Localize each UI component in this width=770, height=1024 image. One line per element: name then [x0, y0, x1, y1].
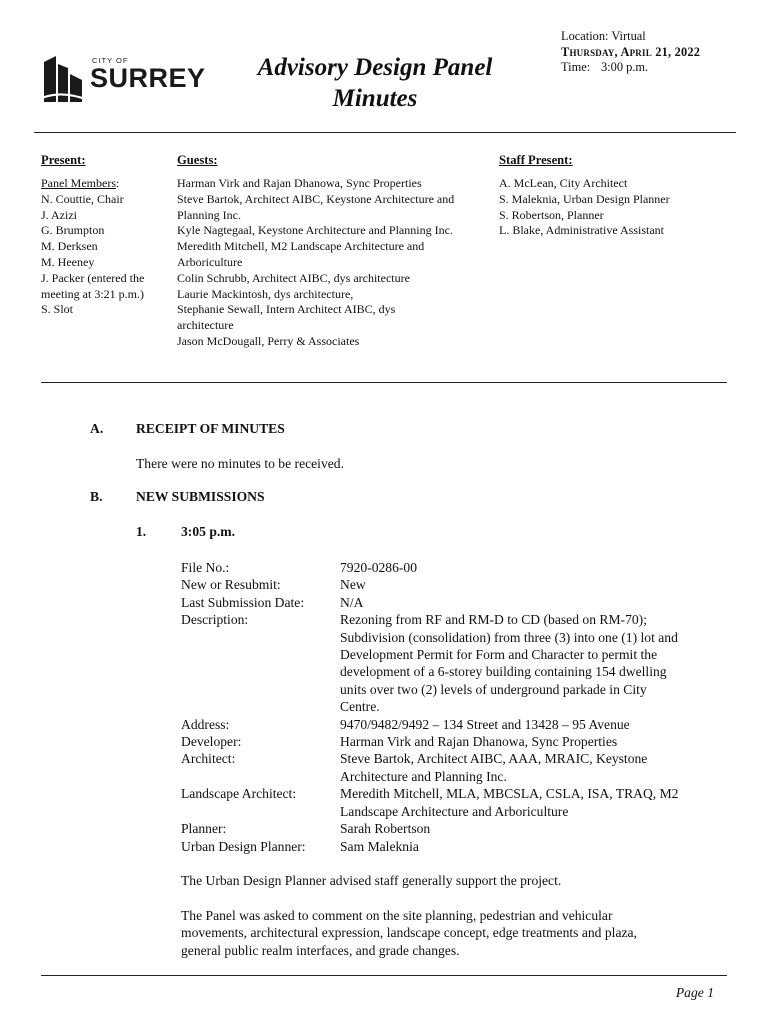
item-time: 3:05 p.m.	[181, 524, 235, 539]
present-heading: Present:	[41, 153, 86, 167]
detail-row-last-submission	[181, 594, 701, 611]
detail-label: New or Resubmit:	[181, 577, 281, 593]
list-item: Steve Bartok, Architect AIBC, Keystone Architecture and	[177, 191, 455, 206]
detail-label: Description:	[181, 612, 249, 628]
list-item: J. Azizi	[41, 207, 77, 222]
detail-value: Sarah Robertson	[340, 821, 431, 837]
staff-heading: Staff Present:	[499, 153, 573, 167]
list-item: Jason McDougall, Perry & Associates	[177, 333, 360, 348]
list-item: L. Blake, Administrative Assistant	[499, 223, 664, 238]
guests-heading: Guests:	[177, 153, 218, 167]
logo-surrey: SURREY	[90, 63, 206, 93]
detail-label: Architect:	[181, 751, 236, 767]
panel-members-heading: Panel Members:	[41, 176, 120, 190]
detail-row-address	[181, 716, 701, 733]
header-divider	[34, 132, 736, 133]
time-value: 3:00 p.m.	[601, 60, 649, 75]
detail-value: Meredith Mitchell, MLA, MBCSLA, CSLA, ISA, TRAQ, M2 Landscape Architecture and Arboriculture	[340, 786, 679, 819]
detail-label: Landscape Architect:	[181, 786, 297, 802]
page-number: Page 1	[675, 985, 714, 1000]
detail-row-urban-design-planner	[181, 838, 701, 855]
detail-value: New	[340, 577, 366, 593]
item-number: 1.	[136, 524, 147, 539]
list-item: S. Slot	[41, 302, 74, 317]
section-a-title: RECEIPT OF MINUTES	[136, 421, 285, 436]
surrey-emblem-icon	[42, 52, 88, 104]
detail-label: Urban Design Planner:	[181, 838, 306, 854]
section-a-letter: A.	[90, 421, 104, 436]
detail-value: Steve Bartok, Architect AIBC, AAA, MRAIC, Keystone Architecture and Planning Inc.	[340, 751, 648, 784]
detail-value: 7920-0286-00	[340, 560, 418, 575]
detail-row-architect	[181, 750, 701, 785]
list-item: Stephanie Sewall, Intern Architect AIBC, dys	[177, 302, 396, 317]
detail-value: Sam Maleknia	[340, 838, 419, 854]
detail-value: Harman Virk and Rajan Dhanowa, Sync Properties	[340, 734, 618, 750]
logo-city-of: CITY OF	[92, 56, 129, 65]
page-title	[215, 52, 535, 114]
list-item: Kyle Nagtegaal, Keystone Architecture and Planning Inc.	[177, 223, 453, 238]
list-item: J. Packer (entered the	[41, 270, 145, 285]
section-b-title: NEW SUBMISSIONS	[136, 489, 265, 504]
list-item: Meredith Mitchell, M2 Landscape Architecture and	[177, 239, 425, 254]
detail-value: 9470/9482/9492 – 134 Street and 13428 – 95 Avenue	[340, 716, 630, 732]
detail-label: File No.:	[181, 560, 230, 575]
panel-members-list	[41, 176, 171, 318]
footer-divider	[41, 975, 727, 976]
detail-label: Planner:	[181, 821, 227, 837]
attendance-divider	[41, 382, 727, 383]
meeting-location: Location: Virtual	[561, 29, 646, 43]
detail-row-planner	[181, 820, 701, 837]
detail-label: Developer:	[181, 734, 242, 750]
list-item: meeting at 3:21 p.m.)	[41, 286, 144, 301]
detail-row-description	[181, 611, 701, 715]
city-of-surrey-logo	[42, 52, 206, 106]
detail-value: N/A	[340, 594, 364, 610]
time-label: Time:	[561, 60, 591, 75]
list-item: G. Brumpton	[41, 223, 105, 238]
list-item: M. Derksen	[41, 239, 98, 254]
paragraph-staff-support: The Urban Design Planner advised staff generally support the project.	[181, 873, 562, 888]
staff-list	[499, 176, 739, 239]
detail-row-developer	[181, 733, 701, 750]
meeting-info	[561, 29, 761, 76]
list-item: S. Maleknia, Urban Design Planner	[499, 191, 670, 206]
list-item: Laurie Mackintosh, dys architecture,	[177, 286, 354, 301]
detail-row-landscape-architect	[181, 785, 701, 820]
list-item: A. McLean, City Architect	[499, 176, 628, 190]
submission-details	[181, 559, 701, 855]
list-item: Colin Schrubb, Architect AIBC, dys architecture	[177, 270, 410, 285]
detail-label: Address:	[181, 716, 230, 732]
detail-value: Rezoning from RF and RM-D to CD (based on RM-70); Subdivision (consolidation) from three (3) into one (1) lot and Development Permit for Form and Character to permit the development of a 6-storey building containing 154 dwelling units over two (2) levels of underground parkade in City Centre.	[340, 612, 678, 715]
guests-list	[177, 176, 497, 350]
paragraph-panel-comment: The Panel was asked to comment on the site planning, pedestrian and vehicular movements, architectural expression, landscape concept, edge treatments and plaza, general public realm interfaces, and grade changes.	[181, 908, 637, 958]
panel-members-label: Panel Members	[41, 176, 116, 190]
meeting-time	[561, 60, 761, 76]
detail-row-resubmit	[181, 576, 701, 593]
list-item: Harman Virk and Rajan Dhanowa, Sync Properties	[177, 176, 422, 190]
list-item: N. Couttie, Chair	[41, 191, 124, 206]
meeting-date: Thursday, April 21, 2022	[561, 44, 701, 59]
list-item: M. Heeney	[41, 254, 95, 269]
title-line-2: Minutes	[332, 85, 418, 112]
detail-label: Last Submission Date:	[181, 594, 305, 610]
list-item: Arboriculture	[177, 254, 243, 269]
list-item: S. Robertson, Planner	[499, 207, 604, 222]
detail-row-file	[181, 559, 701, 576]
list-item: architecture	[177, 318, 234, 333]
section-b-letter: B.	[90, 489, 103, 504]
section-a-text: There were no minutes to be received.	[136, 456, 344, 471]
title-line-1: Advisory Design Panel	[257, 54, 493, 81]
list-item: Planning Inc.	[177, 207, 241, 222]
